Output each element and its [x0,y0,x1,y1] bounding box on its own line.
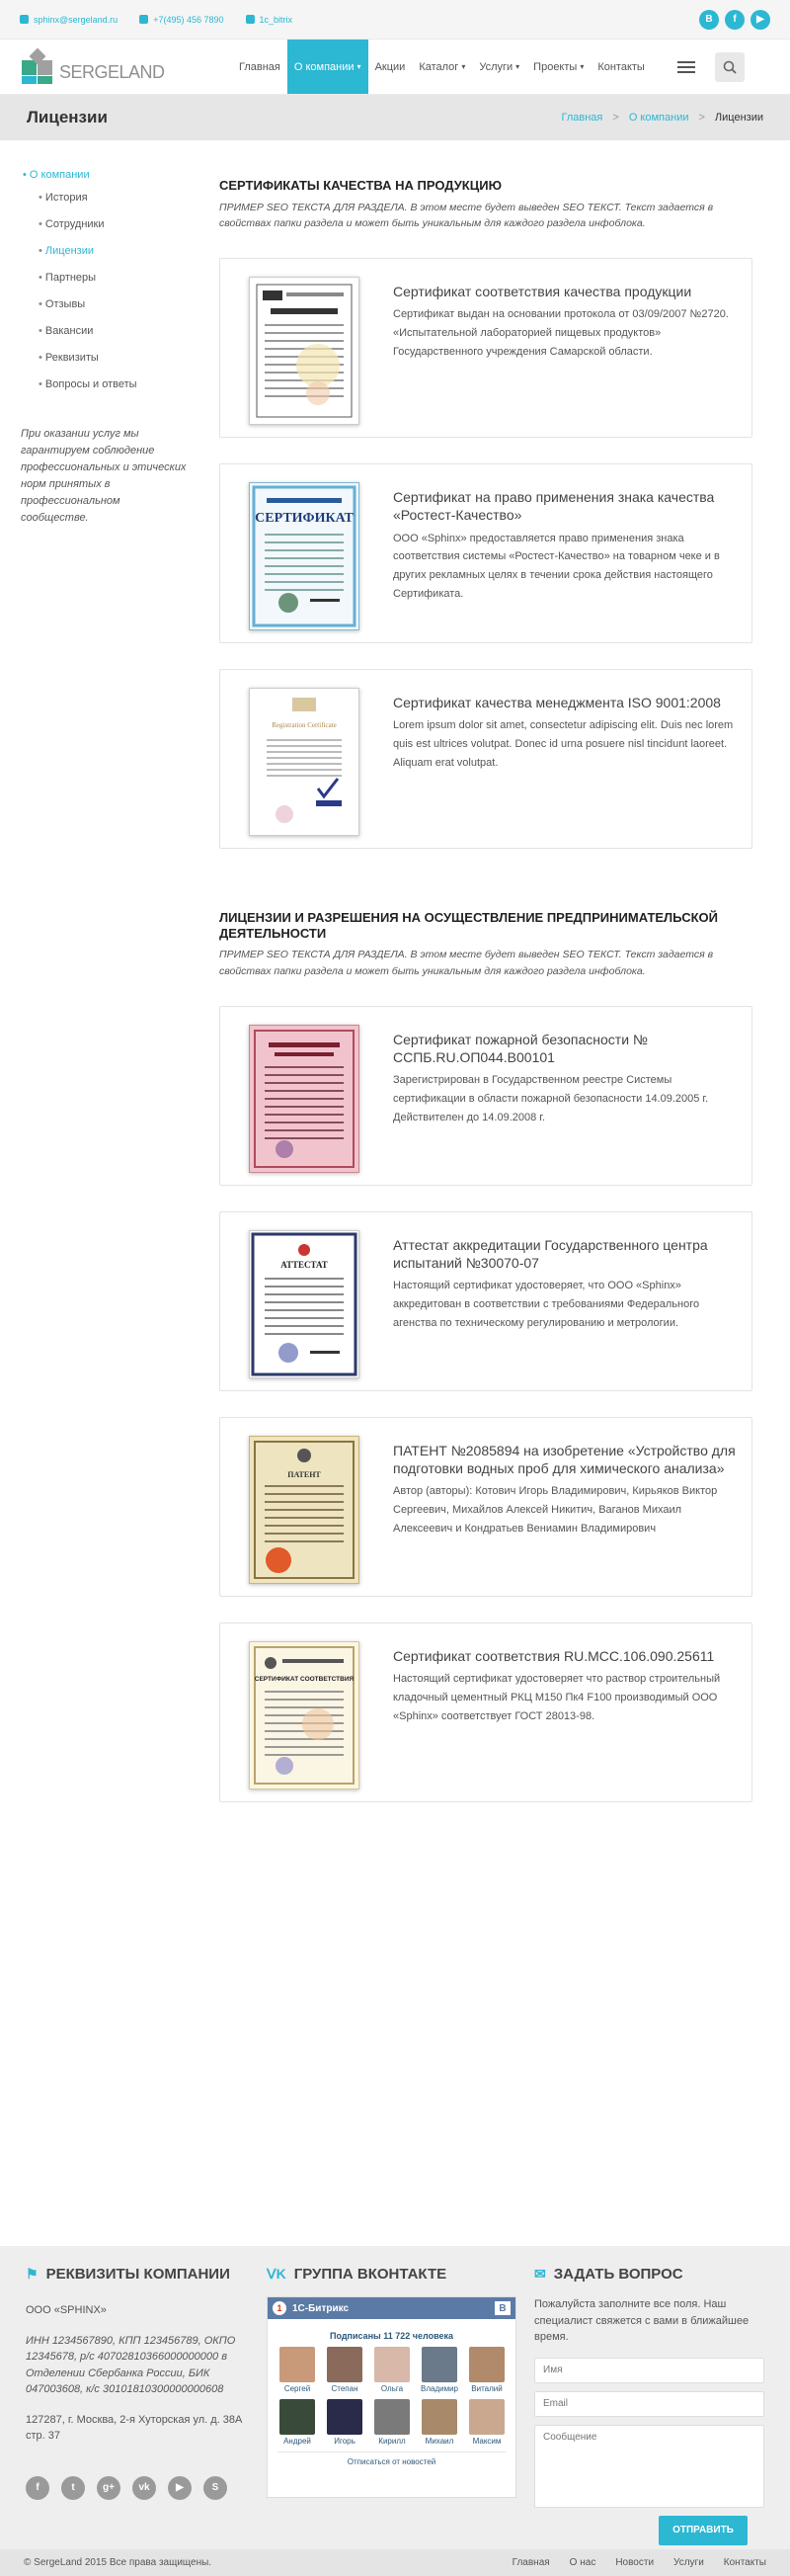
copyright: © SergeLand 2015 Все права защищены. [24,2557,212,2568]
vk-member[interactable] [277,2399,317,2446]
nav-item[interactable] [526,40,591,94]
footer-link[interactable]: О нас [569,2557,596,2568]
vk-member[interactable] [420,2399,459,2446]
certificate-description: ООО «Sphinx» предоставляется право применения знака соответствия системы «Ростест-Качество» на товарном чеке и в других рекламных целях в течении срока действия настоящего Сертификата. [393,532,720,600]
page-title: Лицензии [27,108,108,126]
chevron-down-icon: ▾ [461,62,466,71]
certificate-body [393,1230,740,1378]
sidebar [21,168,197,1802]
section-seo-text: ПРИМЕР SEO ТЕКСТА ДЛЯ РАЗДЕЛА. В этом месте будет выведен SEO ТЕКСТ. Текст задается в свойствах папки раздела и может быть уникальным для каждого раздела инфоблока. [219,949,714,978]
nav-item[interactable] [368,40,413,94]
vk-member-name: Степан [331,2384,358,2393]
certificate-card[interactable] [219,258,752,438]
flag-icon: ⚑ [26,2266,39,2282]
vk-member[interactable] [467,2347,507,2393]
question-intro: Пожалуйста заполните все поля. Наш специалист свяжется с вами в ближайшее время. [534,2298,750,2343]
vk-member-name: Виталий [471,2384,503,2393]
avatar [422,2399,457,2435]
nav-item[interactable] [287,40,368,94]
vk-member[interactable] [420,2347,459,2393]
footer-link[interactable]: Контакты [723,2557,766,2568]
requisites-title: РЕКВИЗИТЫ КОМПАНИИ [45,2266,230,2283]
breadcrumb-home[interactable]: Главная [561,112,603,124]
vk-heading [267,2266,516,2283]
nav-item-label: О компании [293,60,355,73]
company-name: ООО «SPHINX» [26,2304,107,2316]
breadcrumb-separator: > [612,112,619,124]
nav-item-label: Главная [239,60,280,73]
avatar [374,2399,410,2435]
envelope-icon [20,15,29,24]
question-form [534,2358,764,2545]
sidebar-menu [39,185,197,398]
footer-link[interactable]: Услуги [673,2557,704,2568]
certificate-body [393,1436,740,1584]
search-icon [723,60,737,74]
footer-link[interactable]: Главная [512,2557,550,2568]
avatar [327,2399,362,2435]
svg-text:Registration Certificate: Registration Certificate [272,721,337,730]
company-address: 127287, г. Москва, 2-я Хуторская ул. д. 38А стр. 37 [26,2413,243,2442]
company-details: ИНН 1234567890, КПП 123456789, ОКПО 12345678, р/с 40702810366000000000 в Отделении Сбербанка России, БИК 047003608, к/с 30101810300000000608 [26,2334,236,2395]
vk-member[interactable] [277,2347,317,2393]
chevron-down-icon: ▾ [515,62,520,71]
logo-mark-icon [20,50,53,84]
footer [0,2246,790,2549]
certificate-card[interactable] [219,1622,752,1802]
submit-button[interactable]: ОТПРАВИТЬ [659,2516,748,2545]
certificate-card[interactable] [219,463,752,643]
vk-group-name[interactable]: 1С-Битрикс [292,2302,350,2314]
sidebar-item[interactable]: • Вопросы и ответы [39,372,197,398]
certificate-image[interactable] [235,1230,373,1378]
certificate-title[interactable]: Сертификат соответствия RU.МСС.106.090.25611 [393,1647,715,1664]
breadcrumb-separator: > [698,112,705,124]
chevron-down-icon: ▾ [356,62,361,71]
vk-member-name: Максим [472,2437,502,2446]
vk-member[interactable] [325,2347,364,2393]
envelope-icon: ✉ [534,2266,546,2282]
nav-item-label: Каталог [419,60,459,73]
nav-item-label: Контакты [597,60,645,73]
googleplus-icon[interactable]: g+ [97,2476,120,2500]
logo[interactable] [20,50,232,84]
certificate-card[interactable] [219,1211,752,1391]
vk-member-name: Михаил [425,2437,454,2446]
nav-item-label: Услуги [479,60,514,73]
certificate-image[interactable] [235,1025,373,1173]
avatar [422,2347,457,2382]
breadcrumb-current: Лицензии [714,112,763,124]
breadcrumb-about[interactable]: О компании [628,112,689,124]
footer-vk [267,2266,516,2549]
certificate-description: Настоящий сертификат удостоверяет что раствор строительный кладочный цементный РКЦ М150 Пк4 F100 производимый ООО «Sphinx» соответствует ГОСТ 28013-98. [393,1673,721,1722]
certificate-body [393,1025,740,1173]
certificate-card[interactable] [219,1417,752,1597]
certificate-title[interactable]: ПАТЕНТ №2085894 на изобретение «Устройство для подготовки водных проб для химического анализа» [393,1442,736,1477]
certificate-title[interactable]: Сертификат соответствия качества продукции [393,284,692,300]
section-title: ЛИЦЕНЗИИ И РАЗРЕШЕНИЯ НА ОСУЩЕСТВЛЕНИЕ ПРЕДПРИНИМАТЕЛЬСКОЙ ДЕЯТЕЛЬНОСТИ [219,910,718,941]
email-link[interactable]: sphinx@sergeland.ru [34,14,118,25]
vk-logo-icon: B [495,2301,511,2315]
nav-item[interactable] [412,40,472,94]
sidebar-note: При оказании услуг мы гарантируем соблюдение профессиональных и этических норм принятых в профессиональном сообществе. [21,428,187,525]
avatar [469,2399,505,2435]
certificate-description: Сертификат выдан на основании протокола от 03/09/2007 №2720. «Испытательной лабораторией пищевых продуктов» Государственного учреждения Самарской области. [393,308,729,358]
svg-text:СЕРТИФИКАТ СООТВЕТСТВИЯ: СЕРТИФИКАТ СООТВЕТСТВИЯ [254,1675,355,1683]
phone-contact[interactable] [139,15,223,25]
certificate-body [393,688,740,836]
question-title: ЗАДАТЬ ВОПРОС [553,2266,683,2283]
nav-item-label: Проекты [533,60,578,73]
youtube-icon[interactable]: ▶ [750,10,770,30]
vk-member-name: Ольга [380,2384,404,2393]
vk-widget-header [268,2297,515,2319]
certificate-body [393,277,740,425]
footer-requisites [26,2266,247,2549]
question-heading [534,2266,764,2283]
footer-social [26,2476,247,2500]
section-seo-text: ПРИМЕР SEO ТЕКСТА ДЛЯ РАЗДЕЛА. В этом месте будет выведен SEO ТЕКСТ. Текст задается в свойствах папки раздела и может быть уникальным для каждого раздела инфоблока. [219,201,714,230]
message-field[interactable] [534,2425,764,2508]
site-header [0,40,790,95]
phone-icon [139,15,148,24]
vk-member-name: Кирилл [378,2437,406,2446]
facebook-icon[interactable]: f [725,10,745,30]
nav-item-label: Акции [374,60,406,73]
certificate-image[interactable] [235,688,373,836]
certificate-title[interactable]: Сертификат на право применения знака качества «Ростест-Качество» [393,489,715,524]
avatar [327,2347,362,2382]
bottom-links [513,2557,766,2568]
certificate-description: Автор (авторы): Котович Игорь Владимирович, Кирьяков Виктор Сергеевич, Михайлов Алексей Никитич, Ваганов Михаил Алексеевич и Кондратьев Вениамин Владимирович [393,1485,718,1535]
sidebar-item[interactable]: • Отзывы [39,291,197,318]
vk-member[interactable] [372,2347,412,2393]
sidebar-item[interactable]: • Лицензии [39,238,197,265]
nav-item[interactable] [472,40,526,94]
certificate-image[interactable] [235,1436,373,1584]
email-field[interactable] [534,2391,764,2417]
sidebar-root-link[interactable]: • О компании [21,169,197,181]
avatar [279,2399,315,2435]
nav-item[interactable] [232,40,287,94]
certificate-description: Lorem ipsum dolor sit amet, consectetur adipiscing elit. Duis nec lorem quis est ultrices volutpat. Donec id urna posuere nisl tincidunt laoreet. Aliquam erat volutpat. [393,719,734,769]
certificate-image[interactable] [235,482,373,630]
top-social [699,10,770,30]
youtube-icon[interactable]: ▶ [168,2476,192,2500]
sidebar-item[interactable]: • История [39,185,197,211]
search-button[interactable] [715,52,745,82]
certificate-description: Настоящий сертификат удостоверяет, что ООО «Sphinx» аккредитован в соответствии с требованиями Федерального агенства по техническому регулированию и метрологии. [393,1280,700,1329]
phone-link[interactable]: +7(495) 456 7890 [153,14,224,25]
avatar [279,2347,315,2382]
page-title-band [0,95,790,140]
skype-contact[interactable] [246,15,293,25]
skype-icon [246,15,255,24]
skype-link[interactable]: 1c_bitrix [259,14,293,25]
certificate-description: Зарегистрирован в Государственном реестре Системы сертификации в области пожарной безопасности 14.09.2005 г. Действителен до 14.09.2008 г. [393,1074,709,1123]
certificate-body [393,1641,740,1789]
footer-link[interactable]: Новости [615,2557,655,2568]
sidebar-item[interactable]: • Реквизиты [39,345,197,372]
nav-item[interactable] [591,40,652,94]
bitrix-logo-icon: 1 [273,2301,286,2315]
vk-member[interactable] [467,2399,507,2446]
vk-icon: ᐯK [267,2266,286,2282]
menu-icon[interactable] [677,58,695,76]
certificate-card[interactable] [219,669,752,849]
vk-member[interactable] [372,2399,412,2446]
vk-icon[interactable]: В [699,10,719,30]
vk-member-name: Андрей [283,2437,311,2446]
section-title: СЕРТИФИКАТЫ КАЧЕСТВА НА ПРОДУКЦИЮ [219,178,502,193]
top-bar [0,0,790,40]
svg-text:СЕРТИФИКАТ: СЕРТИФИКАТ [255,511,354,527]
avatar [374,2347,410,2382]
email-contact[interactable] [20,15,118,25]
vk-member[interactable] [325,2399,364,2446]
vk-subscribers: Подписаны 11 722 человека [329,2331,454,2341]
certificate-body [393,482,740,630]
footer-question [534,2266,764,2549]
sidebar-item[interactable]: • Вакансии [39,318,197,345]
main-nav [232,40,652,94]
certificate-title[interactable]: Сертификат качества менеджмента ISO 9001:2008 [393,695,721,711]
certificate-card[interactable] [219,1006,752,1186]
chevron-down-icon: ▾ [580,62,585,71]
sidebar-item[interactable]: • Сотрудники [39,211,197,238]
twitter-icon[interactable]: t [61,2476,85,2500]
certificate-image[interactable] [235,277,373,425]
certificate-title[interactable]: Аттестат аккредитации Государственного центра испытаний №30070-07 [393,1236,708,1272]
logo-text: SERGELAND [59,62,165,82]
svg-text:АТТЕСТАТ: АТТЕСТАТ [280,1259,328,1270]
vk-title: ГРУППА ВКОНТАКТЕ [293,2266,447,2283]
facebook-icon[interactable]: f [26,2476,49,2500]
vk-unsubscribe[interactable]: Отписаться от новостей [277,2451,506,2466]
vk-icon[interactable]: vk [132,2476,156,2500]
bottom-bar [0,2549,790,2576]
vk-member-name: Сергей [283,2384,311,2393]
vk-member-name: Игорь [334,2437,356,2446]
avatar [469,2347,505,2382]
certificate-image[interactable] [235,1641,373,1789]
vk-people [268,2341,515,2446]
vk-member-name: Владимир [420,2384,458,2393]
skype-icon[interactable]: S [203,2476,227,2500]
certificate-title[interactable]: Сертификат пожарной безопасности № ССПБ.RU.ОП044.В00101 [393,1031,648,1066]
name-field[interactable] [534,2358,764,2383]
vk-widget[interactable] [267,2296,516,2498]
breadcrumb [562,112,764,124]
sidebar-item[interactable]: • Партнеры [39,265,197,291]
svg-text:ПАТЕНТ: ПАТЕНТ [287,1469,321,1479]
requisites-heading [26,2266,247,2283]
main-content [219,168,752,1802]
